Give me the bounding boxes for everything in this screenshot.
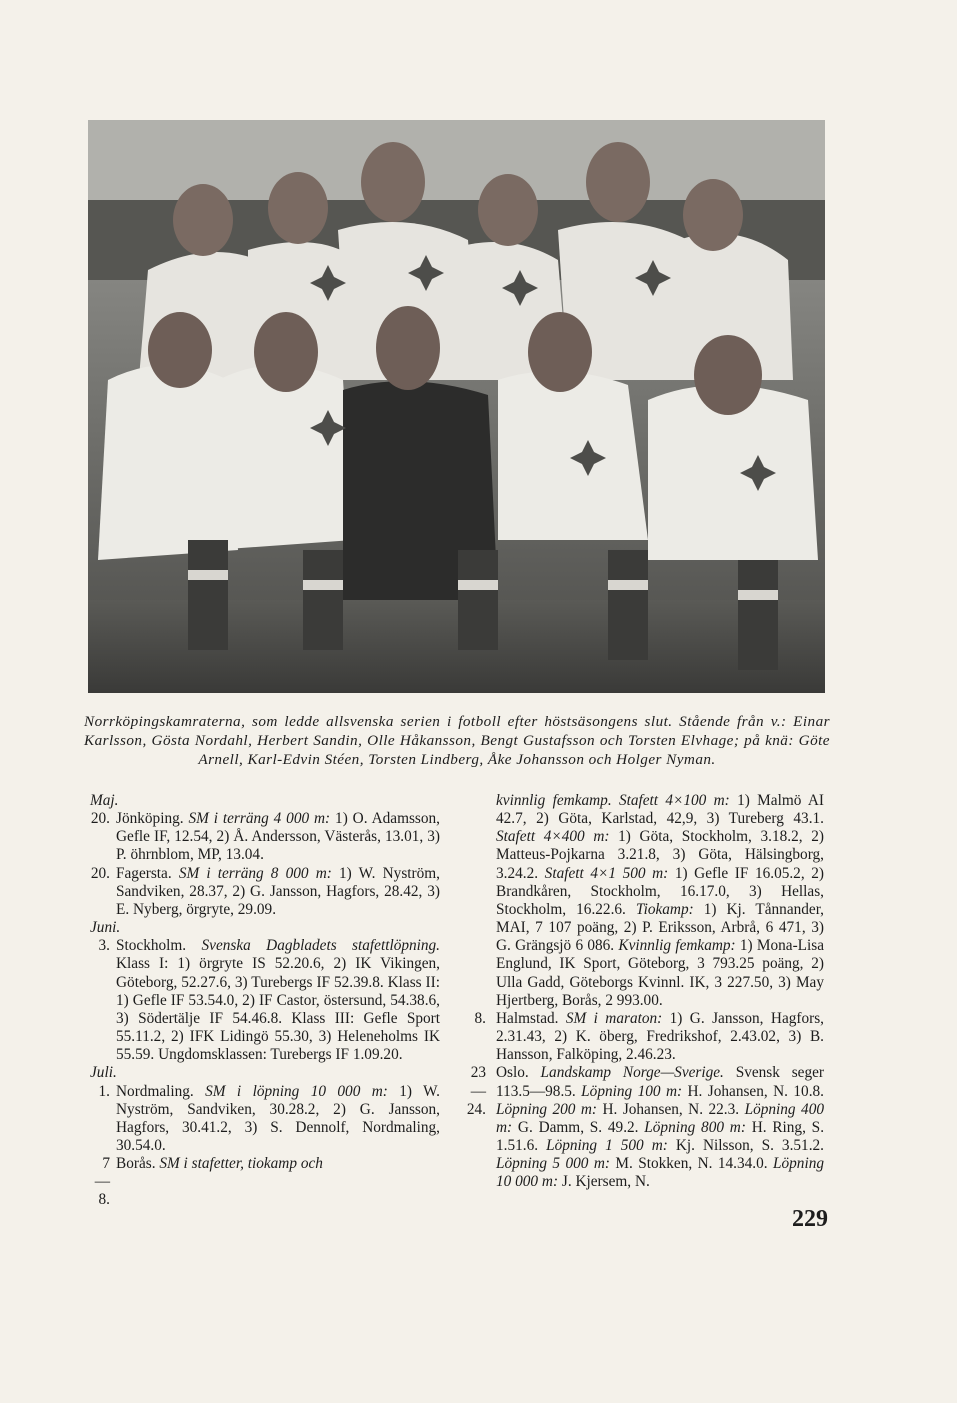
entry-results: 1) Gefle IF 16.05.2, 2) Brandkåren, Stockholm, 16.17.0, 3) Hellas, Stockholm, 16.22.6. xyxy=(496,864,824,918)
entry-event: Tiokamp: xyxy=(635,900,694,918)
entry-place: Nordmaling. xyxy=(116,1082,206,1100)
entry-event: Löpning 200 m: xyxy=(496,1100,598,1118)
entry-results: 1) O. Adamsson, Gefle IF, 12.54, 2) Å. Andersson, Västerås, 13.01, 3) P. öhrnblom, MP, 13.04. xyxy=(116,810,440,864)
entry-results: J. Kjersem, N. xyxy=(558,1173,650,1191)
entry-place: Halmstad. xyxy=(496,1009,566,1027)
entry-event: Löpning 800 m: xyxy=(644,1118,746,1136)
entry-results: 1) Mona-Lisa Englund, IK Sport, Göteborg, 3 793.25 poäng, 2) Ulla Gadd, Göteborgs Kvinnl. IK, 3 227.50, 3) May Hjertberg, Borås, 2 993.00. xyxy=(496,937,825,1009)
right-column xyxy=(462,792,824,1191)
month-heading: Juni. xyxy=(90,919,121,937)
entry-results: M. Stokken, N. 14.34.0. xyxy=(609,1155,773,1173)
entry-event: SM i maraton: xyxy=(565,1009,663,1027)
entry-place: Borås. xyxy=(116,1155,160,1173)
entry-results: Klass I: 1) örgryte IS 52.20.6, 2) IK Vikingen, Göteborg, 52.27.6, 3) Turebergs IF 52.39.8. Klass II: 1) Gefle IF 53.54.0, 2) IF Castor, östersund, 54.38.6, 3) Södertälje IF 54.46.8. Klass III: Gefle Sport 55.11.2, 2) IFK Lidingö 55.30, 3) Heleneholms IK 55.59. Ungdomsklassen: Turebergs IF 1.09.20. xyxy=(116,955,440,1064)
entry-event: SM i terräng 4 000 m: xyxy=(188,810,331,828)
entry-date: 3. xyxy=(98,937,110,955)
entry-event: Svenska Dagbladets stafettlöpning. xyxy=(201,937,441,955)
entry-event: Löpning 5 000 m: xyxy=(496,1155,610,1173)
entry-results: Kj. Nilsson, S. 3.51.2. xyxy=(667,1136,824,1154)
entry-place: Oslo. xyxy=(496,1064,541,1082)
entry-results: Svensk seger 113.5—98.5. xyxy=(496,1064,824,1100)
entry-date: 1. xyxy=(98,1082,110,1100)
month-heading: Juli. xyxy=(90,1064,117,1082)
entry-event: Löpning 1 500 m: xyxy=(546,1136,668,1154)
result-entry xyxy=(88,937,440,1064)
photo-caption: Norrköpingskamraterna, som ledde allsvenska serien i fotboll efter höstsäsongens slut. Stående från v.: Einar Karlsson, Gösta Nordahl, Herbert Sandin, Olle Håkansson, Bengt Gustafsson och Torsten Elvhage; på knä: Göte Arnell, Karl-Edvin Stéen, Torsten Lindberg, Åke Johansson och Holger Nyman. xyxy=(84,713,830,768)
entry-event: SM i löpning 10 000 m: xyxy=(205,1082,388,1100)
month-heading: Maj. xyxy=(90,792,119,809)
entry-event: SM i stafetter, tiokamp och xyxy=(159,1155,323,1173)
continued-entry xyxy=(462,792,824,1010)
result-entry xyxy=(462,1010,824,1064)
entry-event: Stafett 4×1 500 m: xyxy=(544,864,669,882)
result-entry xyxy=(462,1064,824,1191)
entry-event: Löpning 400 m: xyxy=(496,1100,824,1136)
entry-place: Jönköping. xyxy=(116,810,189,828)
entry-results: 1) Malmö AI 42.7, 2) Göta, Karlstad, 42,9, 3) Tureberg 43.1. xyxy=(496,792,824,828)
result-entry xyxy=(88,1083,440,1156)
entry-results: H. Johansen, N. 10.8. xyxy=(682,1082,824,1100)
entry-event: kvinnlig femkamp. Stafett 4×100 m: xyxy=(496,792,730,809)
entry-results: H. Johansen, N. 22.3. xyxy=(597,1100,745,1118)
entry-event: Löpning 10 000 m: xyxy=(496,1155,824,1191)
entry-event: SM i terräng 8 000 m: xyxy=(178,864,332,882)
team-photo-icon xyxy=(88,120,825,693)
entry-date: 7—8. xyxy=(94,1155,110,1209)
entry-results: 1) G. Jansson, Hagfors, 2.31.43, 2) K. öberg, Fredrikshof, 2.43.02, 3) B. Hansson, Falköping, 2.46.23. xyxy=(496,1009,824,1064)
entry-results: G. Damm, S. 49.2. xyxy=(512,1118,645,1136)
team-photo xyxy=(88,120,825,693)
entry-date: 23—24. xyxy=(466,1064,486,1118)
entry-event: Löpning 100 m: xyxy=(581,1082,683,1100)
entry-date: 20. xyxy=(90,864,110,882)
entry-results: 1) W. Nyström, Sandviken, 28.37, 2) G. Jansson, Hagfors, 28.42, 3) E. Nyberg, örgryte, 29.09. xyxy=(116,864,440,918)
entry-results: H. Ring, S. 1.51.6. xyxy=(496,1118,825,1154)
entry-results: 1) W. Nyström, Sandviken, 30.28.2, 2) G. Jansson, Hagfors, 30.41.2, 3) S. Dennolf, Nordmaling, 30.54.0. xyxy=(116,1082,440,1154)
entry-date: 20. xyxy=(90,810,110,828)
result-entry xyxy=(88,810,440,864)
result-entry xyxy=(88,1155,440,1209)
result-entry xyxy=(88,865,440,919)
entry-results: 1) Kj. Tånnander, MAI, 7 107 poäng, 2) P. Eriksson, Arbrå, 6 471, 3) G. Grängsjö 6 086. xyxy=(496,900,825,955)
entry-event: Kvinnlig femkamp: xyxy=(618,937,736,955)
entry-event: Stafett 4×400 m: xyxy=(496,828,610,846)
entry-event: Landskamp Norge—Sverige. xyxy=(540,1064,724,1082)
page-number: 229 xyxy=(792,1206,828,1232)
left-column xyxy=(88,792,441,1209)
entry-date: 8. xyxy=(474,1009,486,1027)
entry-place: Fagersta. xyxy=(116,864,179,882)
entry-results: 1) Göta, Stockholm, 3.18.2, 2) Matteus-Pojkarna 3.21.8, 3) Göta, Hälsingborg, 3.24.2. xyxy=(496,828,824,882)
entry-place: Stockholm. xyxy=(116,937,202,955)
